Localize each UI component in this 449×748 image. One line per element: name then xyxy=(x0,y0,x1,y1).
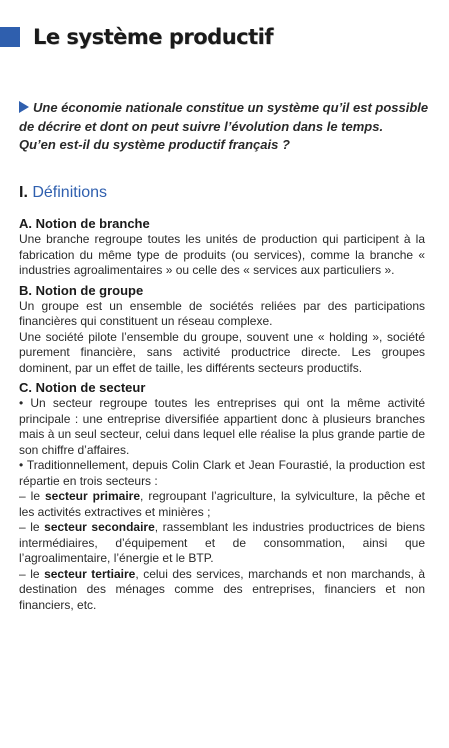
secteur-bullet-2: • Traditionnellement, depuis Colin Clark et Jean Fourastié, la production est répartie en trois secteurs : xyxy=(19,458,425,488)
primaire-rest: , regroupant l’agriculture, la sylviculture, la pêche et les activités extractives et minières ; xyxy=(19,489,425,519)
section-heading xyxy=(19,184,107,202)
secondaire-rest: , rassemblant les industries productrices de biens intermédiaires, d’équipement et de consommation, ainsi que l’agroalimentaire, l’énergie et le BTP. xyxy=(19,520,425,565)
section-title: Définitions xyxy=(32,184,108,201)
intro-text: Une économie nationale constitue un système qu’il est possible de décrire et dont on peut suivre l’évolution dans le temps. xyxy=(19,100,429,134)
primaire-term: secteur primaire xyxy=(44,489,141,503)
groupe-text-1: Un groupe est un ensemble de sociétés reliées par des participations financières qui constituent un réseau complexe. xyxy=(19,298,425,328)
secteur-bullet-1: • Un secteur regroupe toutes les entreprises qui ont la même activité principale : une entreprise diversifiée appartient donc à plusieurs branches mais à un seul secteur, celui dans lequel elle réalise la plus grande partie de son chiffre d’affaires. xyxy=(19,396,425,457)
secteur-secondaire xyxy=(19,520,425,567)
tertiaire-prefix: – le xyxy=(19,566,45,581)
section-number: I. xyxy=(19,184,28,201)
secondaire-term: secteur secondaire xyxy=(44,520,155,534)
intro-question: Qu’en est-il du système productif français ? xyxy=(19,137,290,152)
blue-square-icon xyxy=(0,27,20,47)
groupe-text-2: Une société pilote l’ensemble du groupe, souvent une « holding », société purement financière, sans activité productrice directe. Les groupes dominent, par un effet de taille, les différents secteurs productifs. xyxy=(19,329,425,375)
branche-heading: A. Notion de branche xyxy=(19,216,150,231)
tertiaire-term: secteur tertiaire xyxy=(44,566,136,581)
secteur-primaire xyxy=(19,489,425,520)
triangle-arrow-icon xyxy=(19,101,29,113)
secteur-heading: C. Notion de secteur xyxy=(19,380,146,395)
tertiaire-rest: , celui des services, marchands et non marchands, à destination des ménages comme des entreprises, financiers et non financiers, etc. xyxy=(19,566,426,612)
secondaire-prefix: – le xyxy=(19,520,45,534)
page-header xyxy=(0,22,273,52)
groupe-heading: B. Notion de groupe xyxy=(19,282,144,298)
page-title: Le système productif xyxy=(33,25,273,49)
intro-block xyxy=(19,99,433,155)
definitions-content xyxy=(19,212,425,613)
secteur-tertiaire xyxy=(19,567,425,614)
primaire-prefix: – le xyxy=(19,489,45,503)
branche-text: Une branche regroupe toutes les unités de production qui participent à la fabrication du même type de produits (ou services), comme la branche « industries agroalimentaires » ou celle des « services aux particuliers ». xyxy=(19,232,425,277)
